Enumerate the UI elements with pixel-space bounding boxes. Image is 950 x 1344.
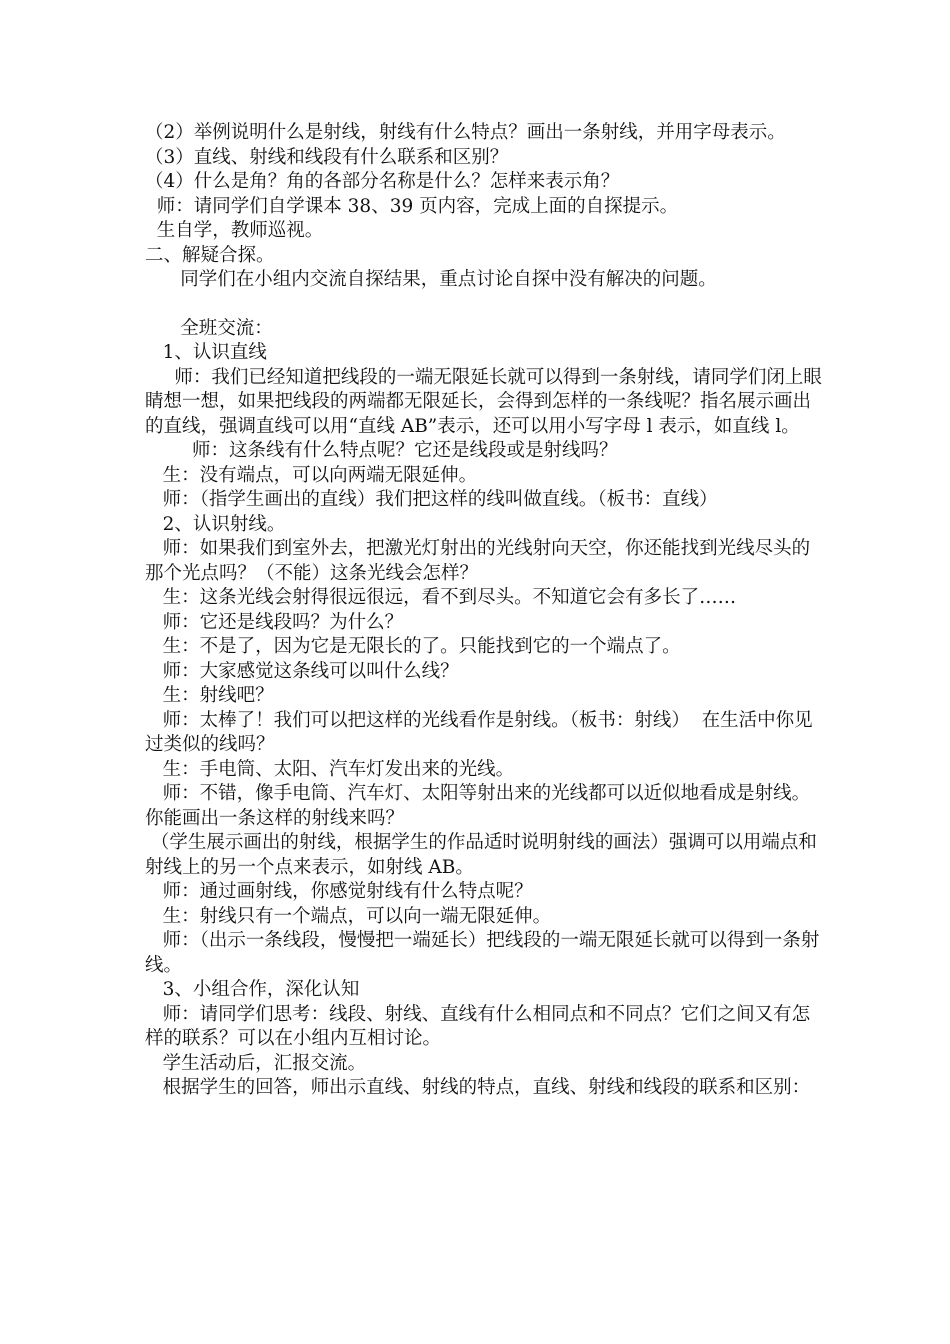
paragraph: 生：不是了，因为它是无限长的了。只能找到它的一个端点了。: [145, 636, 681, 657]
subsection-heading: 2、认识射线。: [145, 513, 286, 535]
paragraph: 师：通过画射线，你感觉射线有什么特点呢？: [145, 881, 533, 902]
paragraph: 师：这条线有什么特点呢？它还是线段或是射线吗？: [145, 440, 618, 461]
paragraph: （3）直线、射线和线段有什么联系和区别？: [145, 146, 509, 168]
paragraph: 师：请同学们思考：线段、射线、直线有什么相同点和不同点？它们之间又有怎样的联系？可以在小组内互相讨论。: [145, 1003, 811, 1049]
paragraph: 生自学，教师巡视。: [145, 220, 324, 241]
paragraph: 生：射线只有一个端点，可以向一端无限延伸。: [145, 905, 552, 927]
paragraph: 师：如果我们到室外去，把激光灯射出的光线射向天空，你还能找到光线尽头的那个光点吗？（不能）这条光线会怎样？: [145, 538, 811, 584]
section-heading: 二、解疑合探。: [145, 244, 275, 266]
paragraph: 学生活动后，汇报交流。: [145, 1052, 367, 1074]
paragraph: 师：请同学们自学课本 38、39 页内容，完成上面的自探提示。: [145, 195, 679, 217]
paragraph: 根据学生的回答，师出示直线、射线的特点，直线、射线和线段的联系和区别：: [145, 1077, 811, 1098]
paragraph: （4）什么是角？角的各部分名称是什么？怎样来表示角？: [145, 171, 620, 192]
paragraph: （学生展示画出的射线，根据学生的作品适时说明射线的画法）强调可以用端点和射线上的另一个点来表示，如射线 AB。: [145, 832, 817, 878]
blank-line: [145, 293, 825, 317]
paragraph: 全班交流：: [145, 317, 273, 339]
paragraph: 生：射线吧？: [145, 685, 274, 706]
paragraph: 师：太棒了！我们可以把这样的光线看作是射线。（板书：射线） 在生活中你见过类似的线吗？: [145, 709, 813, 755]
paragraph: 师：我们已经知道把线段的一端无限延长就可以得到一条射线，请同学们闭上眼睛想一想，如果把线段的两端都无限延长，会得到怎样的一条线呢？指名展示画出的直线，强调直线可以用“直线 AB”表示，还可以用小写字母 l 表示，如直线 l。: [145, 366, 822, 437]
paragraph: 同学们在小组内交流自探结果，重点讨论自探中没有解决的问题。: [145, 269, 717, 290]
paragraph: 师：大家感觉这条线可以叫什么线？: [145, 660, 459, 682]
paragraph: 生：这条光线会射得很远很远，看不到尽头。不知道它会有多长了……: [145, 587, 737, 608]
document-page: [145, 121, 825, 1101]
paragraph: 师：（指学生画出的直线）我们把这样的线叫做直线。（板书：直线）: [145, 489, 718, 510]
subsection-heading: 3、小组合作，深化认知: [145, 979, 360, 1000]
paragraph: 师：（出示一条线段，慢慢把一端延长）把线段的一端无限延长就可以得到一条射线。: [145, 930, 820, 976]
paragraph: 师：不错，像手电筒、汽车灯、太阳等射出来的光线都可以近似地看成是射线。你能画出一条这样的射线来吗？: [145, 783, 811, 829]
subsection-heading: 1、认识直线: [145, 342, 267, 363]
paragraph: 师：它还是线段吗？为什么？: [145, 611, 404, 633]
paragraph: （2）举例说明什么是射线，射线有什么特点？画出一条射线，并用字母表示。: [145, 122, 786, 143]
paragraph: 生：没有端点，可以向两端无限延伸。: [145, 464, 478, 486]
paragraph: 生：手电筒、太阳、汽车灯发出来的光线。: [145, 758, 515, 780]
